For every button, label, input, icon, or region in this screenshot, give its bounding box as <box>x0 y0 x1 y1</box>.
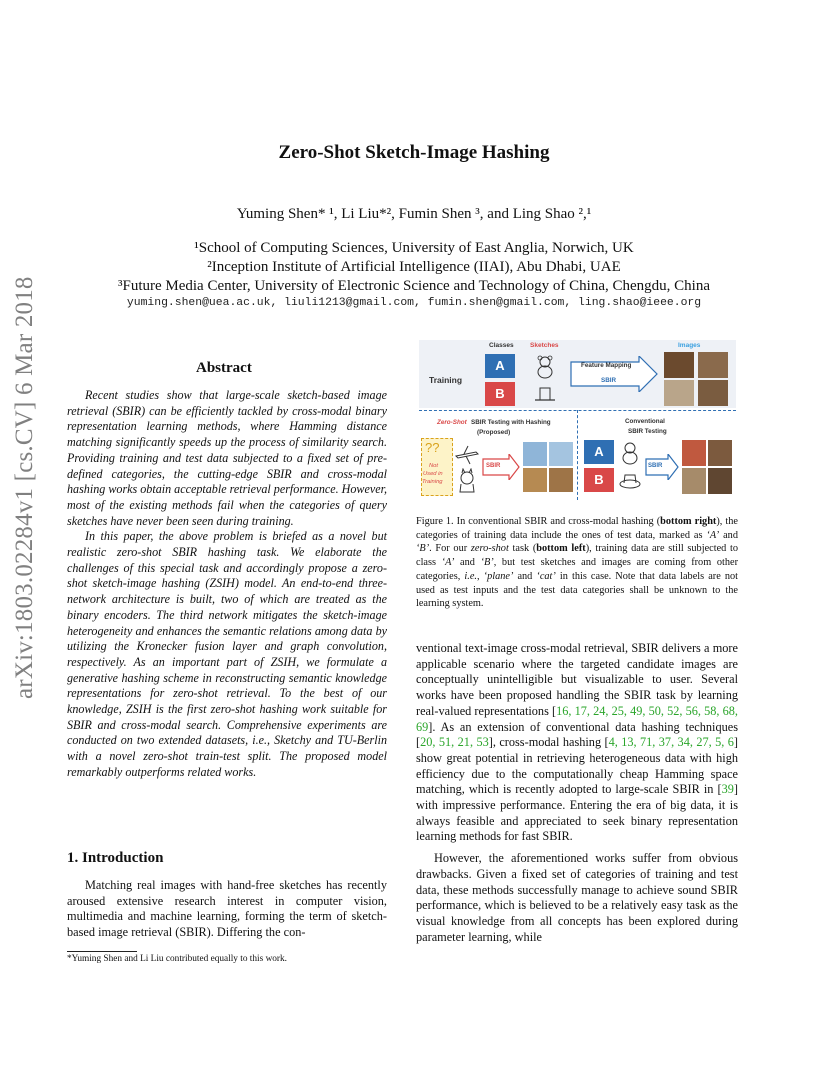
affiliation-3: ³Future Media Center, University of Electronic Science and Technology of China, Chengdu, China <box>117 278 710 294</box>
footnote: *Yuming Shen and Li Liu contributed equally to this work. <box>67 954 287 964</box>
conv-teddy-photo <box>682 440 706 466</box>
fig-sbir-label-top: SBIR <box>601 377 617 384</box>
citation-link[interactable]: 16, 17, 24, 25, 49, 50, 52, 56, 58, 68, 69 <box>416 703 738 734</box>
fig-conv-title-2: SBIR Testing <box>628 428 667 435</box>
right-paragraph-1 <box>416 641 738 845</box>
fig-zs-title-italic: Zero-Shot <box>437 419 467 426</box>
abstract-body <box>67 388 387 781</box>
abstract-paragraph-2: In this paper, the above problem is briefed as a novel but realistic zero-shot SBIR hashing task. We elaborate the challenges of this special task and accordingly propose a zero-shot sketch-image hashing (ZSIH) model. An end-to-end three-network architecture is built, two of which are treated as the binary encoders. The third network mitigates the sketch-image heterogeneity and enhances the semantic relations among data by utilizing the Kronecker fusion layer and graph convolution, respectively. As an important part of ZSIH, we formulate a generative hashing scheme in reconstructing semantic knowledge representations for zero-shot retrieval. To the best of our knowledge, ZSIH is the first zero-shot hashing work suitable for SBIR and cross-modal search. Comprehensive experiments are conducted on two extended datasets, i.e., Sketchy and TU-Berlin with a novel zero-shot train-test split. The proposed model remarkably outperforms related works. <box>67 529 387 779</box>
caption-italic: i.e. <box>464 570 477 582</box>
caption-italic: ‘B’ <box>416 543 430 555</box>
cat-photo <box>523 468 547 492</box>
body-text: ventional text-image cross-modal retrieval, SBIR delivers a more applicable scenario where the targeted candidate images are conceptually unintelligible but visualizable to user. Several works have been proposed handling the SBIR task by learning real-valued representations [ <box>416 641 738 718</box>
footnote-rule <box>67 951 137 952</box>
caption-text: , but test sketches and images are coming from other categories, <box>416 557 739 582</box>
hat-sketch-icon <box>532 382 558 408</box>
not-used-label: Not <box>429 463 439 469</box>
caption-text: Figure 1. In conventional SBIR and cross-modal hashing ( <box>416 516 661 527</box>
unknown-class-mark: ?? <box>425 440 440 455</box>
conv-teddy-sketch-icon <box>617 440 643 466</box>
caption-text: and <box>719 529 738 541</box>
fig-conv-title-1: Conventional <box>625 418 665 425</box>
fig-feature-mapping-label: Feature Mapping <box>581 362 632 369</box>
hat-photo-2 <box>698 380 728 406</box>
class-b-box: B <box>485 382 515 406</box>
author-list: Yuming Shen* ¹, Li Liu*², Fumin Shen ³, and Ling Shao ²,¹ <box>236 206 592 222</box>
caption-italic: ‘A’ <box>706 529 720 541</box>
intro-body <box>67 878 387 941</box>
intro-paragraph-1: Matching real images with hand-free sketches has recently aroused extensive research interest in computer vision, multimedia and machine learning, forming the term of sketch-based image retrieval (SBIR). Differing the con- <box>67 878 387 940</box>
used-in-label: Used in <box>423 471 443 477</box>
fig-zs-title: SBIR Testing with Hashing <box>471 419 551 426</box>
training-small-label: Training <box>422 479 443 485</box>
affiliation-1: ¹School of Computing Sciences, University of East Anglia, Norwich, UK <box>194 240 634 256</box>
caption-text: . For our <box>429 543 471 555</box>
caption-text: ), training data are still subjected to class <box>416 543 739 569</box>
conv-teddy-photo-2 <box>708 440 732 466</box>
caption-italic: ‘plane’ <box>483 570 514 582</box>
fig-training-label: Training <box>429 375 463 385</box>
body-text: ] with impressive performance. Entering the era of big data, it is always feasible and appreciated to seek binary representation learning methods for fast SBIR. <box>416 782 738 844</box>
abstract-paragraph-1: Recent studies show that large-scale sketch-based image retrieval (SBIR) can be efficiently tackled by cross-modal binary representation learning methods, where Hamming distance matching significantly speeds up the process of similarity search. Providing training and test data subjected to a fixed set of pre-defined categories, the cutting-edge SBIR and cross-modal hashing works obtain acceptable retrieval performance. However, most of the existing methods fail when the categories of query sketches have never been seen during training. <box>67 388 387 528</box>
right-paragraph-2: However, the aforementioned works suffer from obvious drawbacks. Given a fixed set of categories of training and test data, these methods successfully manage to achieve sound SBIR performance, which is believed to be a relatively easy task as the visual knowledge from all concepts has been explored during parameter learning, while <box>416 851 738 944</box>
teddy-photo <box>664 352 694 378</box>
caption-italic: zero-shot <box>470 543 509 555</box>
affiliation-2: ²Inception Institute of Artificial Intelligence (IIAI), Abu Dhabi, UAE <box>207 259 621 275</box>
citation-link[interactable]: 39 <box>721 782 734 797</box>
caption-italic: ‘A’ <box>441 557 455 569</box>
caption-italic: ‘cat’ <box>536 570 556 582</box>
plane-photo-2 <box>549 442 573 466</box>
hat-photo <box>664 380 694 406</box>
body-text: ] show great potential in retrieving heterogeneous data with high efficiency due to the computationally cheap Hamming space matching, which is recently adopted to large-scale SBIR in [ <box>416 735 738 797</box>
caption-text: , <box>476 570 484 582</box>
cat-photo-2 <box>549 468 573 492</box>
teddy-photo-2 <box>698 352 728 378</box>
plane-photo <box>523 442 547 466</box>
abstract-heading: Abstract <box>196 360 252 376</box>
fig-sketches-label: Sketches <box>530 342 559 349</box>
body-text: ]. As an extension of conventional data hashing techniques [ <box>416 719 738 750</box>
figure-caption <box>416 515 738 611</box>
caption-text: and <box>454 557 481 569</box>
fig-classes-label: Classes <box>489 342 514 349</box>
body-text: ], cross-modal hashing [ <box>488 735 609 750</box>
cat-sketch-icon <box>454 468 480 494</box>
caption-text: and <box>513 570 537 582</box>
caption-text: in this case. Note that data labels are not used as test inputs and the test data categories shall be unknown to the learning system. <box>416 570 739 610</box>
class-a-box: A <box>485 354 515 378</box>
caption-italic: ‘B’ <box>480 557 494 569</box>
conv-class-a-box: A <box>584 440 614 464</box>
teddy-sketch-icon <box>532 354 558 380</box>
fig-vertical-divider <box>577 410 578 500</box>
fig-images-label: Images <box>678 342 701 349</box>
conv-hat-photo-2 <box>708 468 732 494</box>
right-column-body <box>416 641 738 945</box>
conv-class-b-box: B <box>584 468 614 492</box>
conv-hat-photo <box>682 468 706 494</box>
citation-link[interactable]: 20, 51, 21, 53 <box>420 735 489 750</box>
caption-bold: bottom right <box>660 516 717 527</box>
conv-hat-sketch-icon <box>617 468 643 494</box>
plane-sketch-icon <box>454 442 480 468</box>
citation-link[interactable]: 4, 13, 71, 37, 34, 27, 5, 6 <box>608 735 734 750</box>
arxiv-stamp: arXiv:1803.02284v1 [cs.CV] 6 Mar 2018 <box>11 276 38 699</box>
section-heading-introduction: 1. Introduction <box>67 850 164 866</box>
caption-text: ), the categories of training data include the ones of test data, marked as <box>416 516 738 541</box>
fig-zs-proposed: (Proposed) <box>477 429 511 436</box>
paper-title: Zero-Shot Sketch-Image Hashing <box>278 142 550 163</box>
caption-text: task ( <box>508 543 537 555</box>
fig-sbir-label-zs: SBIR <box>486 463 501 469</box>
caption-bold: bottom left <box>536 543 586 555</box>
fig-sbir-label-conv: SBIR <box>648 463 663 469</box>
figure-1 <box>419 340 736 500</box>
author-emails: yuming.shen@uea.ac.uk, liuli1213@gmail.com, fumin.shen@gmail.com, ling.shao@ieee.org <box>126 297 702 309</box>
